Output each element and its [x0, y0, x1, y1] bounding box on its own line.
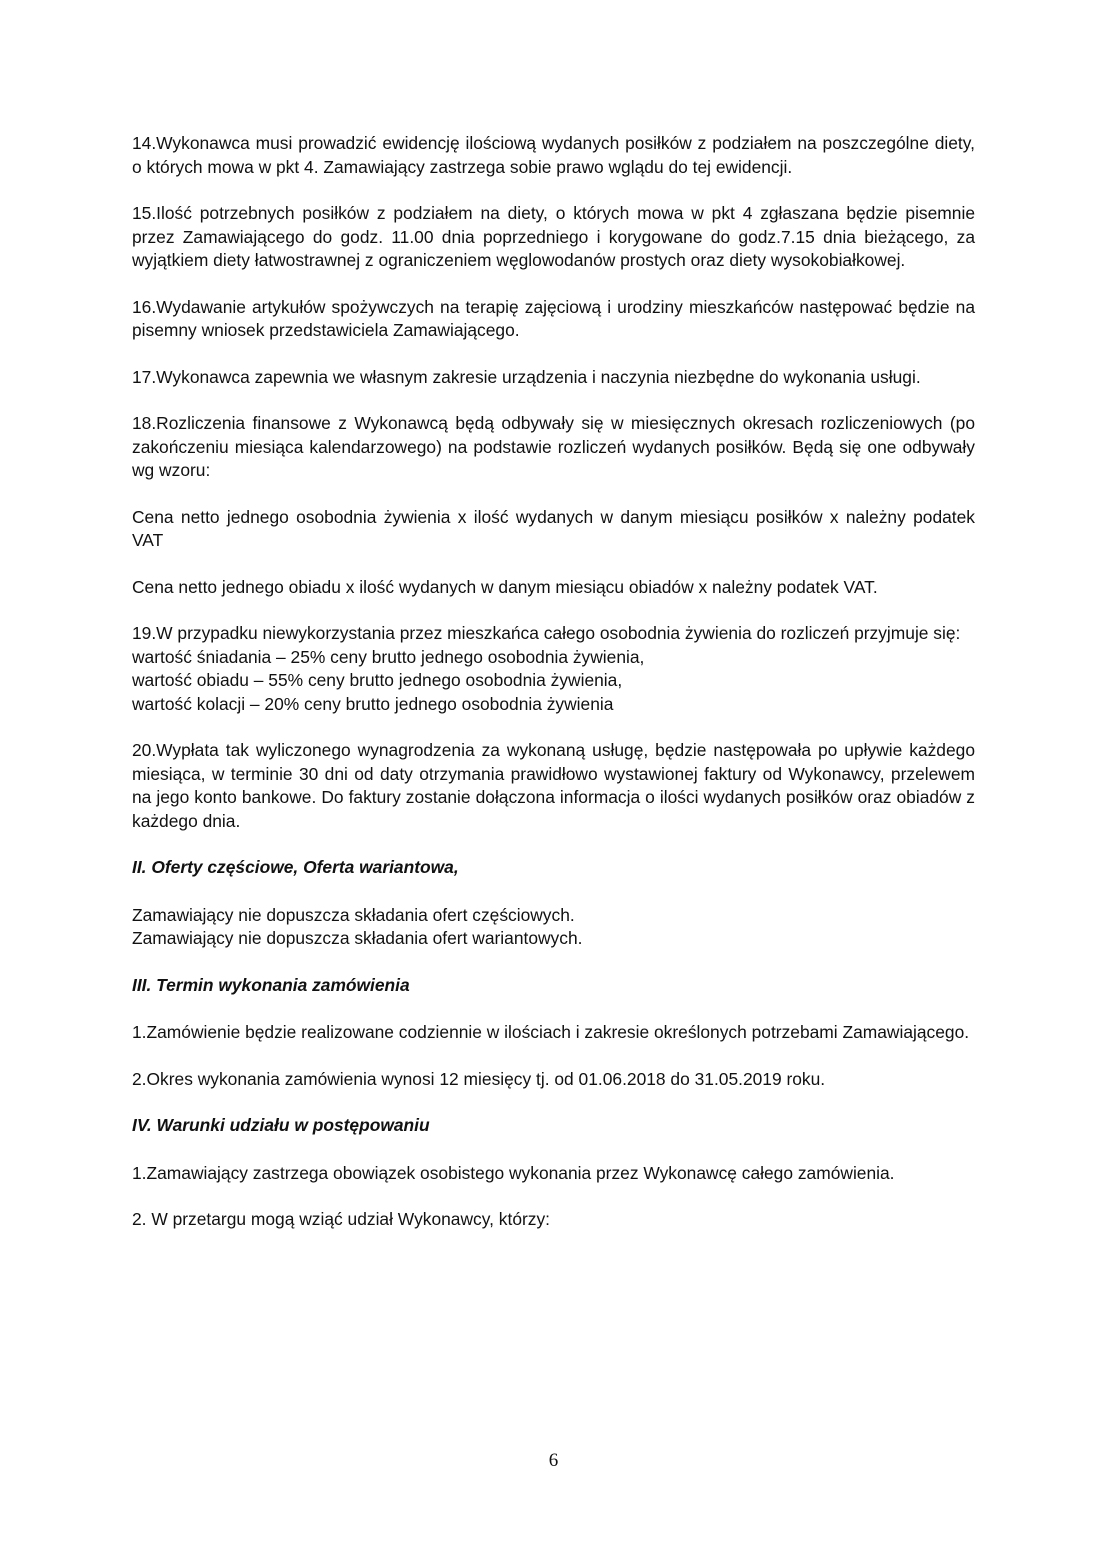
- section-3-paragraph-2: 2.Okres wykonania zamówienia wynosi 12 miesięcy tj. od 01.06.2018 do 31.05.2019 roku.: [132, 1068, 826, 1089]
- value-breakfast: wartość śniadania – 25% ceny brutto jednego osobodnia żywienia,: [132, 646, 645, 667]
- formula-dinners: Cena netto jednego obiadu x ilość wydanych w danym miesiącu obiadów x należny podatek VAT.: [132, 576, 878, 597]
- section-3-heading: III. Termin wykonania zamówienia: [132, 974, 410, 995]
- page-number: 6: [548, 1450, 559, 1471]
- paragraph-18: 18.Rozliczenia finansowe z Wykonawcą będą odbywały się w miesięcznych okresach rozliczeniowych (po zakończeniu miesiąca kalendarzowego) na podstawie rozliczeń wydanych posiłków. Będą się one odbywały wg wzoru:: [132, 413, 975, 480]
- section-3-paragraph-1: 1.Zamówienie będzie realizowane codziennie w ilościach i zakresie określonych potrzebami Zamawiającego.: [132, 1022, 970, 1042]
- section-4-paragraph-2: 2. W przetargu mogą wziąć udział Wykonawcy, którzy:: [132, 1209, 551, 1229]
- partial-offers-statement: Zamawiający nie dopuszcza składania ofert częściowych.: [132, 904, 575, 925]
- paragraph-19: [132, 622, 975, 716]
- section-4-paragraph-1: 1.Zamawiający zastrzega obowiązek osobistego wykonania przez Wykonawcę całego zamówienia.: [132, 1162, 895, 1183]
- document-page: [132, 132, 975, 1232]
- paragraph-14: 14.Wykonawca musi prowadzić ewidencję ilościową wydanych posiłków z podziałem na poszczególne diety, o których mowa w pkt 4. Zamawiający zastrzega sobie prawo wglądu do tej ewidencji.: [132, 133, 975, 177]
- paragraph-15: 15.Ilość potrzebnych posiłków z podziałem na diety, o których mowa w pkt 4 zgłaszana będzie pisemnie przez Zamawiającego do godz. 11.00 dnia poprzedniego i korygowane do godz.7.15 dnia bieżącego, za wyjątkiem diety łatwostrawnej z ograniczeniem węglowodanów prostych oraz diety wysokobiałkowej.: [132, 203, 975, 270]
- section-2-heading: II. Oferty częściowe, Oferta wariantowa,: [132, 857, 459, 877]
- formula-daily-meals: Cena netto jednego osobodnia żywienia x ilość wydanych w danym miesiącu posiłków x należny podatek VAT: [132, 506, 975, 550]
- paragraph-16: 16.Wydawanie artykułów spożywczych na terapię zajęciową i urodziny mieszkańców następować będzie na pisemny wniosek przedstawiciela Zamawiającego.: [132, 296, 975, 340]
- section-2-body: [132, 904, 975, 951]
- paragraph-17: 17.Wykonawca zapewnia we własnym zakresie urządzenia i naczynia niezbędne do wykonania usługi.: [132, 366, 921, 387]
- paragraph-20: 20.Wypłata tak wyliczonego wynagrodzenia za wykonaną usługę, będzie następowała po upływie każdego miesiąca, w terminie 30 dni od daty otrzymania prawidłowo wystawionej faktury od Wykonawcy, przelewem na jego konto bankowe. Do faktury zostanie dołączona informacja o ilości wydanych posiłków oraz obiadów z każdego dnia.: [132, 740, 975, 831]
- value-supper: wartość kolacji – 20% ceny brutto jednego osobodnia żywienia: [132, 693, 614, 714]
- paragraph-19-intro: 19.W przypadku niewykorzystania przez mieszkańca całego osobodnia żywienia do rozliczeń przyjmuje się:: [132, 623, 961, 643]
- value-dinner: wartość obiadu – 55% ceny brutto jednego osobodnia żywienia,: [132, 670, 623, 690]
- variant-offers-statement: Zamawiający nie dopuszcza składania ofert wariantowych.: [132, 928, 583, 948]
- section-4-heading: IV. Warunki udziału w postępowaniu: [132, 1115, 430, 1135]
